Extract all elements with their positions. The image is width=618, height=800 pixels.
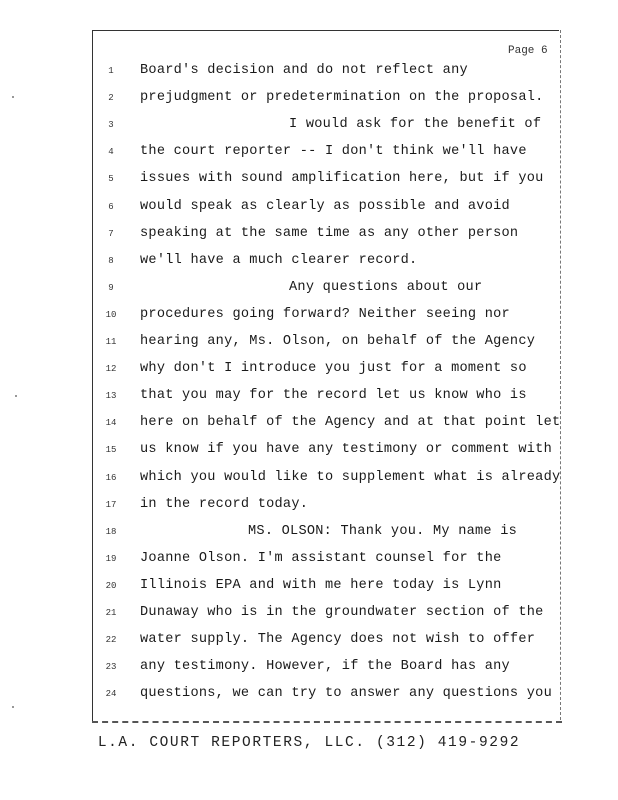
line-number: 5	[108, 174, 114, 185]
line-number: 6	[108, 201, 114, 212]
transcript-line	[100, 171, 555, 191]
transcript-line	[100, 199, 555, 219]
line-number: 12	[105, 364, 117, 375]
line-number: 9	[108, 282, 114, 293]
transcript-line	[100, 117, 555, 137]
line-text: here on behalf of the Agency and at that point let	[140, 415, 561, 431]
page-number: Page 6	[508, 45, 548, 57]
line-number: 19	[105, 553, 117, 564]
scan-speck	[12, 706, 14, 708]
page-right-edge	[560, 30, 561, 720]
transcript-line	[100, 415, 561, 435]
line-number: 24	[105, 689, 117, 700]
line-text: MS. OLSON: Thank you. My name is	[248, 523, 518, 539]
transcript-line	[100, 334, 555, 354]
line-text: Illinois EPA and with me here today is Lynn	[140, 577, 502, 593]
transcript-line	[100, 388, 555, 408]
transcript-line	[100, 307, 555, 327]
line-text: would speak as clearly as possible and avoid	[140, 198, 510, 214]
line-text: the court reporter -- I don't think we'll have	[140, 144, 527, 160]
transcript-line	[100, 605, 555, 625]
line-text: why don't I introduce you just for a moment so	[140, 361, 527, 377]
transcript-line	[100, 469, 561, 490]
line-number: 18	[105, 526, 117, 537]
line-number: 1	[108, 66, 114, 76]
transcript-line	[100, 497, 555, 517]
line-number: 16	[105, 472, 117, 483]
transcript-line	[100, 280, 555, 300]
line-text: issues with sound amplification here, but if you	[140, 171, 544, 187]
transcript-line	[100, 63, 555, 83]
transcript-line	[100, 659, 555, 679]
scan-speck	[12, 96, 14, 98]
line-text: in the record today.	[140, 496, 309, 512]
line-number: 20	[105, 580, 117, 591]
line-text: Dunaway who is in the groundwater section of the	[140, 605, 544, 620]
line-text: speaking at the same time as any other person	[140, 225, 519, 241]
line-text: that you may for the record let us know who is	[140, 388, 527, 404]
reporter-footer: L.A. COURT REPORTERS, LLC. (312) 419-9292	[97, 735, 521, 751]
line-text: water supply. The Agency does not wish to offer	[140, 632, 536, 648]
transcript-line	[100, 361, 555, 381]
line-number: 8	[108, 255, 114, 266]
transcript-line	[100, 90, 555, 110]
transcript-line	[100, 253, 555, 273]
transcript-line	[100, 551, 555, 571]
line-text: us know if you have any testimony or comment with	[140, 442, 552, 458]
transcript-line	[100, 144, 555, 164]
transcript-line	[100, 686, 555, 706]
line-text: Board's decision and do not reflect any	[140, 63, 468, 78]
line-number: 11	[105, 337, 117, 347]
transcript-line	[100, 524, 555, 544]
line-text: Any questions about our	[289, 279, 483, 295]
transcript-line	[100, 578, 555, 598]
line-text: which you would like to supplement what is already	[140, 469, 561, 485]
line-number: 21	[105, 608, 117, 618]
line-number: 10	[105, 309, 117, 320]
line-number: 14	[105, 418, 117, 429]
line-number: 7	[108, 228, 114, 239]
line-text: Joanne Olson. I'm assistant counsel for the	[140, 550, 502, 566]
line-text: we'll have a much clearer record.	[140, 252, 418, 268]
line-number: 15	[105, 445, 117, 456]
line-text: hearing any, Ms. Olson, on behalf of the Agency	[140, 334, 536, 349]
line-text: procedures going forward? Neither seeing nor	[140, 306, 510, 322]
line-number: 13	[105, 391, 117, 402]
line-text: I would ask for the benefit of	[289, 117, 542, 133]
bottom-rule	[92, 721, 562, 723]
line-number: 17	[105, 499, 117, 510]
line-number: 4	[108, 147, 114, 158]
transcript-line	[100, 442, 555, 462]
transcript-line	[100, 632, 555, 652]
line-number: 2	[108, 93, 114, 104]
transcript-line	[100, 226, 555, 246]
line-text: questions, we can try to answer any questions you	[140, 686, 552, 702]
line-number: 23	[105, 662, 117, 673]
line-number: 3	[108, 120, 114, 131]
scan-speck	[15, 395, 17, 397]
line-text: any testimony. However, if the Board has any	[140, 659, 510, 675]
line-text: prejudgment or predetermination on the proposal.	[140, 90, 544, 106]
line-number: 22	[105, 635, 117, 646]
